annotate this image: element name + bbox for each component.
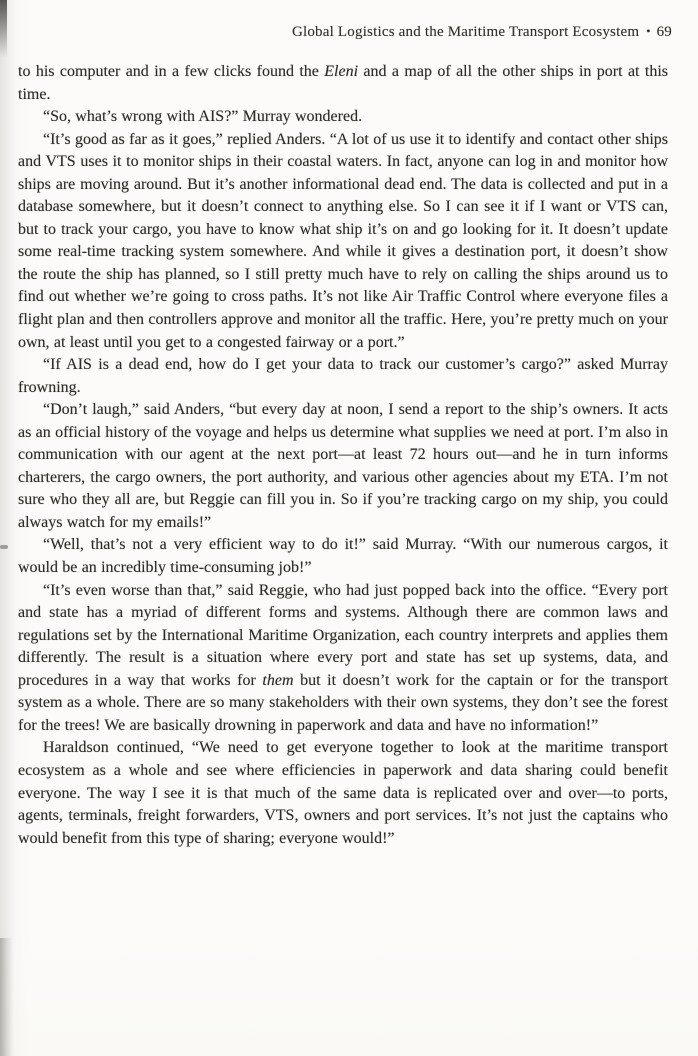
- text-run: “So, what’s wrong with AIS?” Murray wondered.: [43, 108, 363, 126]
- paragraph: [18, 129, 668, 354]
- paragraph: [18, 61, 668, 106]
- paragraph: [18, 737, 668, 850]
- text-run: but it doesn’t work for the captain or for the transport system as a whole. There are so many stakeholders with their own systems, they don’t see the forest for the trees! We are basically drowning in paperwork and data and have no information!”: [18, 671, 668, 734]
- scan-artifact-top-left: [0, 0, 7, 58]
- running-head-title: Global Logistics and the Maritime Transport Ecosystem: [291, 24, 640, 40]
- paragraph: [18, 580, 668, 738]
- paragraph: [18, 399, 668, 534]
- page-number: 69: [656, 24, 672, 40]
- text-run: “It’s even worse than that,” said Reggie, who had just popped back into the office. “Every port and state has a myriad of different forms and systems. Although there are common laws and regulations set by the International Maritime Organization, each country interprets and applies them differently. The result is a situation where every port and state has set up systems, data, and procedures in a way that works for: [18, 581, 668, 689]
- text-run: “Don’t laugh,” said Anders, “but every day at noon, I send a report to the ship’s owners. It acts as an official history of the voyage and helps us determine what supplies we need at port. I’m also in communication with our agent at the next port—at least 72 hours out—and he in turn informs charterers, the cargo owners, the port authority, and various other agencies about my ETA. I’m not sure who they all are, but Reggie can fill you in. So if you’re tracking cargo on my ship, you could always watch for my emails!”: [18, 401, 668, 531]
- italic-text-run: Eleni: [324, 63, 359, 80]
- paragraph: [18, 534, 668, 579]
- text-run: to his computer and in a few clicks found the: [18, 63, 325, 80]
- running-header: [0, 24, 672, 41]
- paragraph: [18, 106, 668, 129]
- text-run: and a map of all the other ships in port at this time.: [18, 63, 669, 103]
- text-run: “It’s good as far as it goes,” replied Anders. “A lot of us use it to identify and contact other ships and VTS uses it to monitor ships in their coastal waters. In fact, anyone can log in and monitor how ships are moving around. But it’s another informational dead end. The data is collected and put in a database somewhere, but it doesn’t connect to anything else. So I can see it if I want or VTS can, but to track your cargo, you have to know what ship it’s on and go looking for it. It doesn’t update some real-time tracking system somewhere. And while it gives a destination port, it doesn’t show the route the ship has planned, so I still pretty much have to rely on calling the ships around us to find out whether we’re going to cross paths. It’s not like Air Traffic Control where everyone files a flight plan and then controllers approve and monitor all the traffic. Here, you’re pretty much on your own, at least until you get to a congested fairway or a port.”: [18, 130, 668, 351]
- scan-artifact-left-dash: [0, 545, 8, 549]
- scan-left-shade: [0, 0, 16, 1056]
- paragraph: [18, 354, 668, 399]
- italic-text-run: them: [262, 671, 294, 689]
- page-body-text: [18, 61, 668, 850]
- text-run: “Well, that’s not a very efficient way to do it!” said Murray. “With our numerous cargos, it would be an incredibly time-consuming job!”: [18, 536, 668, 577]
- text-run: “If AIS is a dead end, how do I get your data to track our customer’s cargo?” asked Murray frowning.: [18, 356, 668, 396]
- scan-artifact-bottom-left: [0, 938, 13, 1056]
- text-run: Haraldson continued, “We need to get everyone together to look at the maritime transport ecosystem as a whole and see where efficiencies in paperwork and data sharing could benefit everyone. The way I see it is that much of the same data is replicated over and over—to ports, agents, terminals, freight forwarders, VTS, owners and port services. It’s not just the captains who would benefit from this type of sharing; everyone would!”: [18, 739, 668, 847]
- header-separator-bullet: •: [646, 24, 651, 38]
